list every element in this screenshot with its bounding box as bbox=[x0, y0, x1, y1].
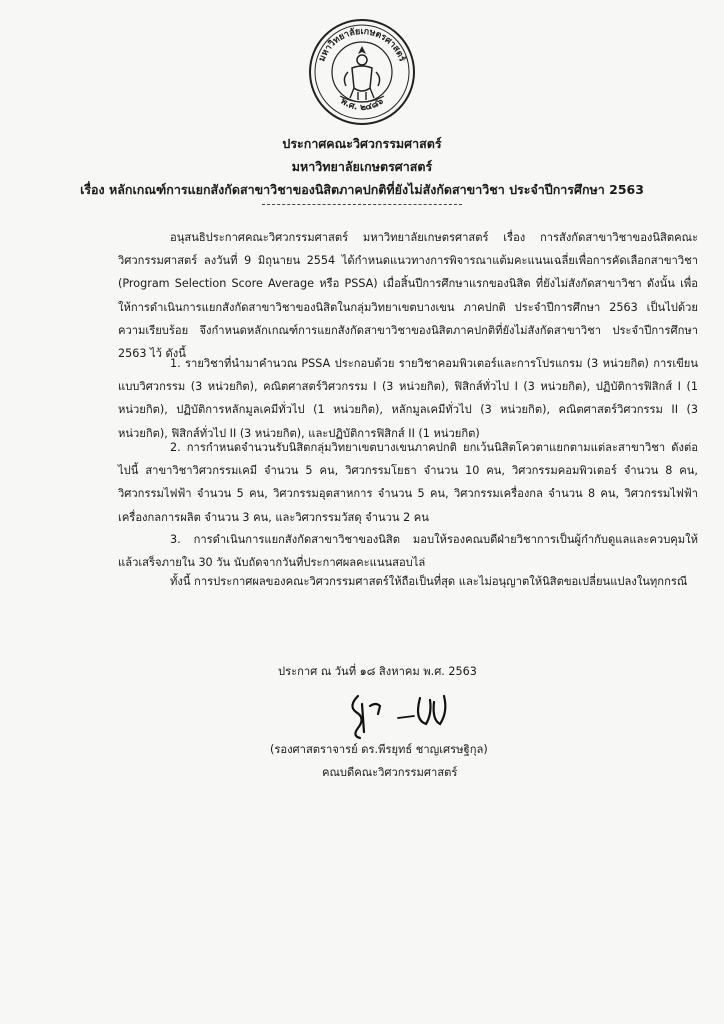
handwritten-signature-icon bbox=[340, 684, 460, 744]
announcement-date: ประกาศ ณ วันที่ ๑๘ สิงหาคม พ.ศ. 2563 bbox=[278, 665, 477, 678]
signer-title: คณบดีคณะวิศวกรรมศาสตร์ bbox=[322, 766, 458, 779]
paragraph-item-1: 1. รายวิชาที่นำมาคำนวณ PSSA ประกอบด้วย รายวิชาคอมพิวเตอร์และการโปรแกรม (3 หน่วยกิต) การเขียนแบบวิศวกรรม (3 หน่วยกิต), คณิตศาสตร์วิศวกรรม I (3 หน่วยกิต), ฟิสิกส์ทั่วไป I (3 หน่วยกิต), ปฏิบัติการฟิสิกส์ I (1 หน่วยกิต), ปฏิบัติการหลักมูลเคมีทั่วไป (1 หน่วยกิต), หลักมูลเคมีทั่วไป (3 หน่วยกิต), คณิตศาสตร์วิศวกรรม II (3 หน่วยกิต), ฟิสิกส์ทั่วไป II (3 หน่วยกิต), และปฏิบัติการฟิสิกส์ II (1 หน่วยกิต) bbox=[118, 357, 698, 440]
signer-name: (รองศาสตราจารย์ ดร.พีรยุทธ์ ชาญเศรษฐิกุล) bbox=[270, 743, 488, 756]
paragraph-intro: อนุสนธิประกาศคณะวิศวกรรมศาสตร์ มหาวิทยาลัยเกษตรศาสตร์ เรื่อง การสังกัดสาขาวิชาของนิสิตคณะวิศวกรรมศาสตร์ ลงวันที่ 9 มิถุนายน 2554 ได้กำหนดแนวทางการพิจารณาแต้มคะแนนเฉลี่ยเพื่อการคัดเลือกสาขาวิชา (Program Selection Score Average หรือ PSSA) เมื่อสิ้นปีการศึกษาแรกของนิสิต ที่ยังไม่สังกัดสาขาวิชา ดังนั้น เพื่อให้การดำเนินการแยกสังกัดสาขาวิชาของนิสิตในกลุ่มวิทยาเขตบางเขน ภาคปกติ ประจำปีการศึกษา 2563 เป็นไปด้วยความเรียบร้อย จึงกำหนดหลักเกณฑ์การแยกสังกัดสาขาวิชาของนิสิตภาคปกติที่ยังไม่สังกัดสาขาวิชา ประจำปีการศึกษา 2563 ไว้ ดังนี้ bbox=[118, 231, 698, 361]
announcement-title: ประกาศคณะวิศวกรรมศาสตร์ bbox=[282, 136, 442, 151]
seal-bottom-text: พ.ศ. ๒๔๘๖ bbox=[338, 96, 386, 114]
announcement-subject: เรื่อง หลักเกณฑ์การแยกสังกัดสาขาวิชาของนิสิตภาคปกติที่ยังไม่สังกัดสาขาวิชา ประจำปีการศึกษา 2563 bbox=[80, 182, 644, 197]
paragraph-item-2: 2. การกำหนดจำนวนรับนิสิตกลุ่มวิทยาเขตบางเขนภาคปกติ ยกเว้นนิสิตโควตาแยกตามแต่ละสาขาวิชา ดังต่อไปนี้ สาขาวิชาวิศวกรรมเคมี จำนวน 5 คน, วิศวกรรมโยธา จำนวน 10 คน, วิศวกรรมคอมพิวเตอร์ จำนวน 8 คน, วิศวกรรมไฟฟ้า จำนวน 5 คน, วิศวกรรมอุตสาหการ จำนวน 5 คน, วิศวกรรมเครื่องกล จำนวน 8 คน, วิศวกรรมไฟฟ้าเครื่องกลการผลิต จำนวน 3 คน, และวิศวกรรมวัสดุ จำนวน 2 คน bbox=[118, 441, 698, 524]
divider bbox=[262, 204, 462, 205]
university-seal-icon bbox=[308, 18, 416, 126]
paragraph-item-3: 3. การดำเนินการแยกสังกัดสาขาวิชาของนิสิต มอบให้รองคณบดีฝ่ายวิชาการเป็นผู้กำกับดูแลและควบคุมให้แล้วเสร็จภายใน 30 วัน นับถัดจากวันที่ประกาศผลคะแนนสอบไล่ bbox=[118, 533, 698, 570]
seal-top-text: มหาวิทยาลัยเกษตรศาสตร์ bbox=[317, 26, 407, 64]
paragraph-closing: ทั้งนี้ การประกาศผลของคณะวิศวกรรมศาสตร์ให้ถือเป็นที่สุด และไม่อนุญาตให้นิสิตขอเปลี่ยนแปลงในทุกกรณี bbox=[170, 575, 688, 588]
university-name: มหาวิทยาลัยเกษตรศาสตร์ bbox=[291, 159, 433, 174]
